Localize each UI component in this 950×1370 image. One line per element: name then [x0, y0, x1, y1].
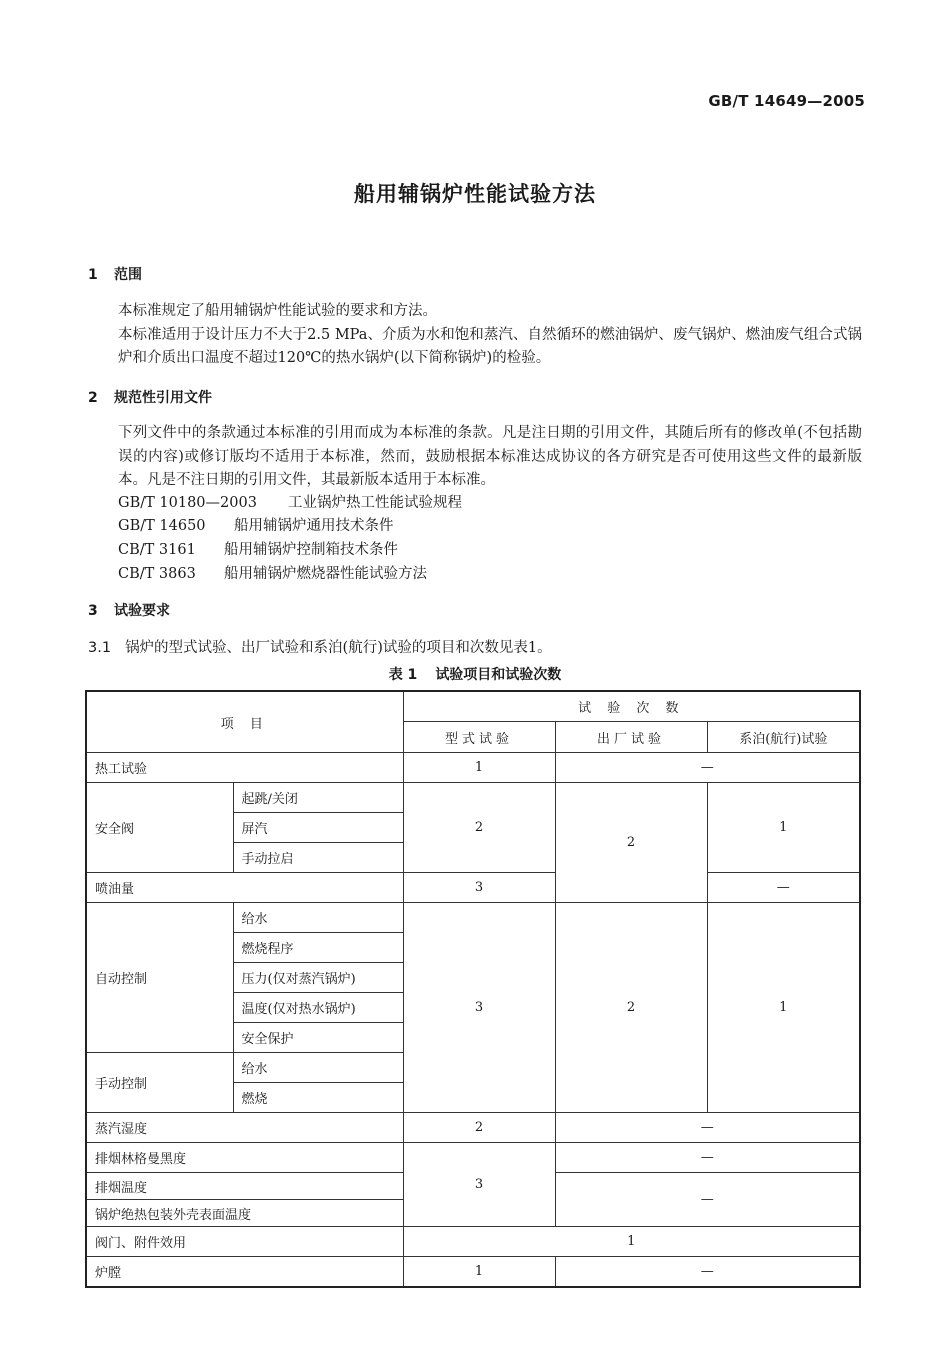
reference-title: 船用辅锅炉燃烧器性能试验方法	[224, 566, 427, 582]
table-row	[86, 1257, 860, 1288]
cell-value: —	[555, 1173, 860, 1227]
reference-code: GB/T 10180—2003	[118, 495, 257, 511]
clause-3-1	[88, 636, 552, 657]
cell-value: —	[555, 1113, 860, 1143]
table-row	[86, 783, 860, 813]
sub-item: 手动拉启	[233, 843, 403, 873]
reference-item	[118, 563, 427, 587]
sub-item: 燃烧	[233, 1083, 403, 1113]
cell-value: —	[555, 1257, 860, 1288]
cell-value: 2	[403, 783, 555, 873]
row-label: 喷油量	[86, 873, 403, 903]
reference-title: 船用辅锅炉控制箱技术条件	[224, 542, 398, 558]
cell-value: 2	[555, 783, 707, 903]
section-3-heading	[88, 600, 170, 620]
sub-item: 给水	[233, 903, 403, 933]
reference-code: GB/T 14650	[118, 518, 206, 534]
sub-item: 起跳/关闭	[233, 783, 403, 813]
reference-item	[118, 539, 398, 563]
scope-paragraphs	[88, 300, 862, 371]
section-number: 1	[88, 267, 98, 283]
reference-title: 船用辅锅炉通用技术条件	[234, 518, 394, 534]
section-title: 规范性引用文件	[114, 390, 212, 406]
header-mooring-test: 系泊(航行)试验	[707, 722, 860, 753]
cell-value: 2	[403, 1113, 555, 1143]
standard-number: GB/T 14649—2005	[708, 92, 865, 110]
sub-item: 温度(仅对热水锅炉)	[233, 993, 403, 1023]
row-label: 锅炉绝热包装外壳表面温度	[86, 1200, 403, 1227]
table-title: 试验项目和试验次数	[435, 667, 562, 683]
row-label: 热工试验	[86, 753, 403, 783]
sub-item: 给水	[233, 1053, 403, 1083]
section-2-heading	[88, 387, 212, 407]
cell-value: 3	[403, 873, 555, 903]
row-label: 阀门、附件效用	[86, 1227, 403, 1257]
sub-item: 燃烧程序	[233, 933, 403, 963]
reference-code: CB/T 3863	[118, 566, 196, 582]
section-number: 3	[88, 603, 98, 619]
sub-item: 安全保护	[233, 1023, 403, 1053]
test-items-table	[85, 690, 861, 1288]
row-label: 蒸汽湿度	[86, 1113, 403, 1143]
cell-value: 2	[555, 903, 707, 1113]
sub-item: 屏汽	[233, 813, 403, 843]
row-label: 自动控制	[86, 903, 233, 1053]
scope-paragraph-1: 本标准规定了船用辅锅炉性能试验的要求和方法。	[118, 303, 437, 319]
cell-value: 1	[403, 753, 555, 783]
table-header-row	[86, 691, 860, 722]
cell-value: 1	[707, 903, 860, 1113]
header-factory-test: 出厂试验	[555, 722, 707, 753]
header-item: 项 目	[86, 691, 403, 753]
reference-item	[118, 515, 394, 539]
reference-code: CB/T 3161	[118, 542, 196, 558]
cell-value: —	[555, 1143, 860, 1173]
row-label: 排烟温度	[86, 1173, 403, 1200]
cell-value: —	[555, 753, 860, 783]
clause-text: 锅炉的型式试验、出厂试验和系泊(航行)试验的项目和次数见表1。	[125, 640, 552, 656]
scope-paragraph-2: 本标准适用于设计压力不大于2.5 MPa、介质为水和饱和蒸汽、自然循环的燃油锅炉、废气锅炉、燃油废气组合式锅炉和介质出口温度不超过120℃的热水锅炉(以下简称锅炉)的检验。	[118, 326, 862, 366]
header-type-test: 型式试验	[403, 722, 555, 753]
table-row	[86, 1143, 860, 1173]
cell-value: 3	[403, 1143, 555, 1227]
row-label: 手动控制	[86, 1053, 233, 1113]
cell-value: 1	[403, 1227, 860, 1257]
normative-text: 下列文件中的条款通过本标准的引用而成为本标准的条款。凡是注日期的引用文件，其随后所有的修改单(不包括勘误的内容)或修订版均不适用于本标准，然而，鼓励根据本标准达成协议的各方研究是否可使用这些文件的最新版本。凡是不注日期的引用文件，其最新版本适用于本标准。	[118, 425, 862, 488]
sub-item: 压力(仅对蒸汽锅炉)	[233, 963, 403, 993]
table-row	[86, 903, 860, 933]
clause-number: 3.1	[88, 640, 112, 656]
table-number: 表 1	[388, 667, 418, 683]
table-row	[86, 873, 860, 903]
reference-item	[118, 492, 462, 516]
normative-paragraph	[88, 422, 862, 493]
table-row	[86, 753, 860, 783]
cell-value: 1	[707, 783, 860, 873]
cell-value: 1	[403, 1257, 555, 1288]
section-title: 范围	[114, 267, 142, 283]
table-caption	[0, 664, 950, 684]
reference-title: 工业锅炉热工性能试验规程	[288, 495, 462, 511]
cell-value: —	[707, 873, 860, 903]
row-label: 炉膛	[86, 1257, 403, 1288]
table-row	[86, 1113, 860, 1143]
section-title: 试验要求	[114, 603, 170, 619]
document-title: 船用辅锅炉性能试验方法	[354, 182, 596, 206]
table-row	[86, 1227, 860, 1257]
row-label: 排烟林格曼黑度	[86, 1143, 403, 1173]
row-label: 安全阀	[86, 783, 233, 873]
header-test-times: 试 验 次 数	[403, 691, 860, 722]
section-number: 2	[88, 390, 98, 406]
cell-value: 3	[403, 903, 555, 1113]
section-1-heading	[88, 264, 142, 284]
